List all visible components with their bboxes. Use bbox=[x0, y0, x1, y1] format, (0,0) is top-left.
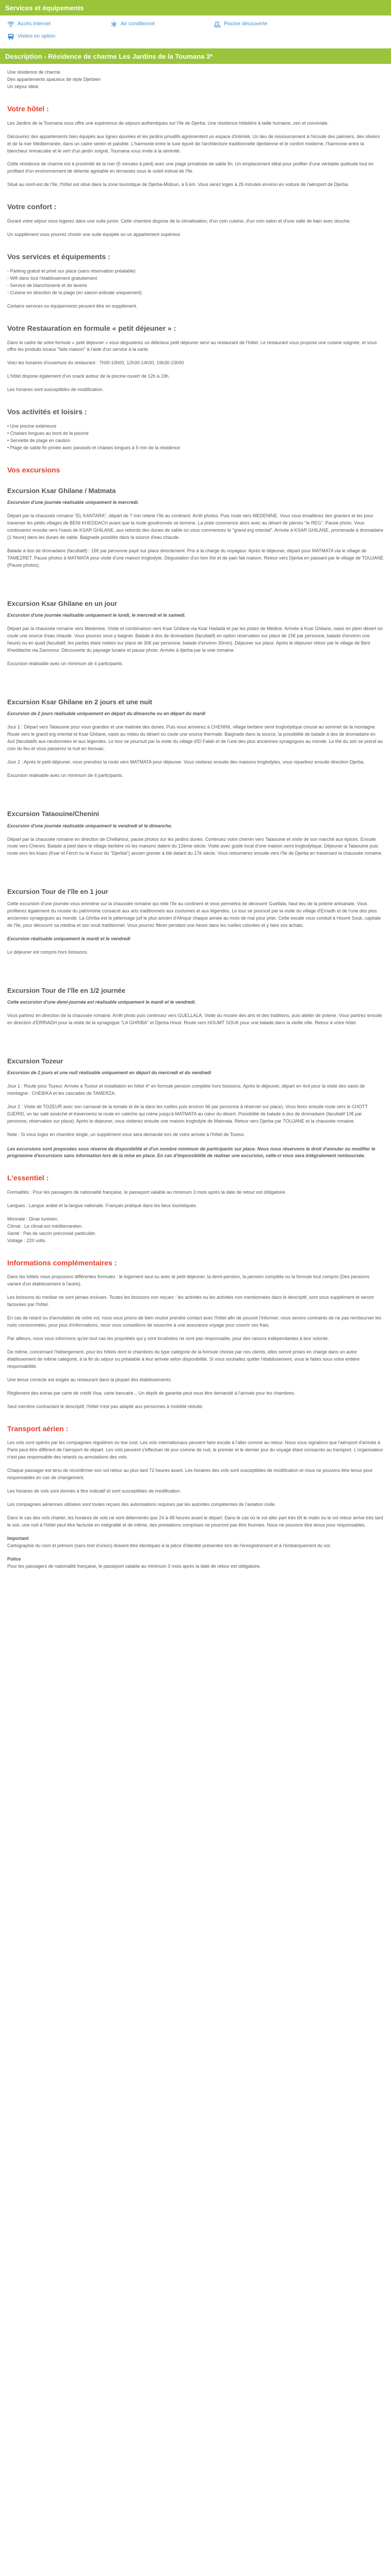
description-title: Description - Résidence de charme Les Jardins de la Toumana 3* bbox=[5, 53, 213, 60]
activities-list bbox=[7, 423, 384, 452]
hotel-p1: Les Jardins de la Toumana vous offre une expérience de séjours authentiques sur l'île de Djerba. Une résidence hôtelière à taille humaine, zen et conviviale. bbox=[7, 120, 329, 126]
description-banner bbox=[0, 48, 391, 64]
bus-icon bbox=[7, 33, 14, 40]
essentiel-p5: Santé : Pas de vaccin préconisé particulier. bbox=[7, 1230, 96, 1236]
intro-line: Une résidence de charme bbox=[7, 70, 61, 75]
excursion-body: Départ par la chaussée romaine en direction de Chellahoui, pause photos sur les jardins dunes. Continuez votre chemin vers Tataouine et visite de son marché aux épices. Ensuite route vers Chenini. Balade à pied dans le village berbère où les maisons datent du 12ème siècle. Visite avec guide local d'une maison semi troglodytique. Déjeuner à Tataouine puis route vers les ksars (Ksar el Ferch ou le Ksour du "Djerbia") ancien grenier à blé datant du 17è siècle. Vous retournerez ensuite vers l'île de Djerba en traversant la chaussée romaine. bbox=[7, 836, 383, 856]
info-p3: En cas de retard ou d'annulation de votre vol, nous vous prions de bien vouloir prendre contact avec l'hôtel afin de pouvoir l'informer, nous serons contraints de ne pas rembourser les nuits consommées, pour plus d'informations, nous vous conseillons de souscrire à une assurance voyage pour couvrir ces frais. bbox=[7, 1315, 382, 1328]
excursion-extra: Le déjeuner est compris hors boissons. bbox=[7, 949, 88, 955]
services-banner bbox=[0, 0, 391, 15]
amenity-label: Air conditionné bbox=[121, 21, 155, 27]
excursion-subtitle: Excursion d'une journée réalisable uniquement le mercredi. bbox=[7, 500, 139, 505]
intro-line: Des appartements spacieux de style Djerbien bbox=[7, 76, 101, 82]
excursion-body2: Excursion réalisable uniquement le mardi et le vendredi bbox=[7, 936, 131, 941]
excursion-note: Les excursions sont proposées sous réserve de disponibilité et d'un nombre minimum de participants sur place. Nous nous réservons le droit d'annuler ou modifier le programme d'excursions sans information lors de la mise en place. En cas d'impossibilité de réaliser une excursion, celle-ci vous sera intégralement remboursée. bbox=[7, 1146, 376, 1159]
comfort-heading: Votre confort : bbox=[7, 202, 57, 211]
excursion-subtitle: Excursion d'une journée réalisable uniquement le vendredi et le dimanche. bbox=[7, 823, 172, 828]
activities-heading: Vos activités et loisirs : bbox=[7, 408, 87, 416]
amenity-internet bbox=[7, 21, 110, 28]
excursion-extra: Excursion réalisable avec un minimum de 4 participants. bbox=[7, 773, 123, 778]
excursion-body: Départ par la chaussée romaine vers Médenine. Visite et combinaison vers Ksar Ghilane via Ksar Hadada et par les pistes de Médine. Arrivée à Ksar Ghilane, oasis en plein désert où coule une source d'eau chaude. Vous pourrez vous y baigner. Balade à dos de dromadaire (facultatif) en option réservation sur place de 15€ par personne, balade d'environ une heure) ou en quad (facultatif, les parties étant notées sur place de 30€ par personne, balade d'environ 30min). Déjeuner sur place. Après le déjeuner retour par le village de Beni Kheddache via Zammour. Découverte du paysage lunaire et pause photo. Arrivée à djerba par la voie romaine. bbox=[7, 626, 383, 653]
excursion-title: Excursion Tataouine/Chenini bbox=[7, 810, 100, 818]
services-title: Services et équipements bbox=[5, 4, 84, 12]
restauration-p1: Dans le cadre de votre formule « petit déjeuner » vous dégusterez un délicieux petit déjeuner servi au restaurant de l'hôtel. Le restaurant vous propose une cuisine soignée, et vous offre les produits locaux "faits maison" à l'aide d'un service à la carte. bbox=[7, 340, 377, 352]
excursion-body: Départ par la chaussée romaine "EL KANTARA", départ de 7 min retenir l'île au continent. Arrêt photos. Puis route vers MEDENINE. Vous vous émaillerez des graviers et les pour traverser les petits villages de BENI KHEDDACH avant que la route goudronnée se termine. La piste commence alors avec au désert de pierres "le REG". Pause photo. Vous continuerez ensuite vers l'oasis de KSAR GHILANE, aux rebords des dunes de sable où vous commencez le "grand erg oriental". Arrivée à KSAR GHILANE, promenade à dromadaire (1 heure) dans les dunes de sable. Baignade possible dans la source d'eau chaude. bbox=[7, 513, 383, 540]
info-p4: Par ailleurs, nous vous informons qu'en tout cas les propriétés qui y sont localisées ne sont pas responsable, pour des raisons indépendantes à leur volonté. bbox=[7, 1336, 329, 1342]
intro-line: Un séjour idéal bbox=[7, 83, 39, 89]
hotel-p4: Situé au nord-est de l'île, l'hôtel est situé dans la zone touristique de Djerba-Midoun, à 5 km. Vous serez logés à 25 minutes environ en voiture de l'aéroport de Djerba. bbox=[7, 182, 349, 188]
excursion-4 bbox=[7, 809, 384, 857]
list-item: - Parking gratuit et privé sur place (sans réservation préalable) bbox=[7, 268, 136, 274]
essentiel-p4: Climat : Le climat est méditerranéen. bbox=[7, 1223, 83, 1229]
services-list bbox=[7, 268, 384, 297]
transport-p3: Les horaires de vols sont donnés à titre indicatif et sont susceptibles de modification. bbox=[7, 1488, 182, 1494]
amenity-label: Accès Internet bbox=[18, 21, 51, 27]
excursion-body2: Balade à dos de dromadaire (facultatif) : 15€ par personne payé sur place directement. Prix à la charge du voyageur. Après le déjeuner, départ pour MATMATA via le village de TAMEZRET. Pause photos à MATMATA pour visite d'une maison troglodyte. Dégustation d'un bon thé et de pain fait maison. Retour vers Djerba en passant par le village de TOUJANE (Pause photos). bbox=[7, 548, 384, 568]
excursion-subtitle: Excursion de 2 jours réalisable uniquement en départ du dimanche ou en départ du mardi bbox=[7, 711, 206, 717]
excursion-title: Excursion Tozeur bbox=[7, 1057, 63, 1065]
excursion-6 bbox=[7, 986, 384, 1027]
excursion-body: Vous partirez en direction de la chaussée romaine. Arrêt photo puis continuez vers GUELLALA. Visite du musée des arts et des traditions, puis atelier de poterie. Vous partirez ensuite en direction d'ERRIADH pour la visite de la synagogue "LA GHRIBA" et Djerba Hood. Route vers HOUMT SOUK pour une balade dans la vieille ville. Retour à votre hôtel. bbox=[7, 1013, 382, 1025]
info-p1: Dans les hôtels nous proposons différentes formules : le logement seul ou avec le petit déjeuner, la demi-pension, la pension complète ou la formule tout compris (Des pensions variant d'un établissement à l'autre). bbox=[7, 1274, 370, 1287]
excursion-body: Jour 1 : Départ vers Tataouine pour vous grandes et une matinée des dunes. Puis vous arriverez à CHENINI, village berbère semi troglodytique creusé au sommet de la montagne. Route vers le grand erg oriental et Ksar Ghilane, oasis au milieu du désert où coule une source thermale. Baignade dans la source, la possibilité de balade à dos de dromadaire en 4x4 (facultatifs aux randonnées et aux légendes. Le tour se poursuit par la visite du village d'El Falah et de l'une des plus anciennes synagogues au monde. Le thé du soir se prend au coin du feu et vous passerez la nuit en bivouac. bbox=[7, 724, 383, 752]
excursion-title: Excursion Ksar Ghilane / Matmata bbox=[7, 486, 116, 495]
excursion-title: Excursion Ksar Ghilane en un jour bbox=[7, 599, 118, 607]
pool-icon bbox=[214, 21, 221, 28]
excursion-title: Excursion Tour de l'île en 1 jour bbox=[7, 888, 108, 896]
list-item: • Serviette de plage en caution bbox=[7, 437, 71, 443]
essentiel-p3: Monnaie : Dinar tunisien. bbox=[7, 1216, 59, 1222]
amenity-label: Piscine découverte bbox=[224, 21, 268, 27]
list-item: • Chaises longues au bord de la piscine bbox=[7, 431, 89, 436]
amenity-label: Visites en option bbox=[18, 33, 56, 40]
excursion-2 bbox=[7, 599, 384, 668]
excursion-subtitle: Cette excursion d'une demi-journée est réalisable uniquement le mardi et le vendredi. bbox=[7, 999, 196, 1005]
transport-important: Important bbox=[7, 1535, 29, 1541]
excursion-7 bbox=[7, 1057, 384, 1139]
hotel-p3: Cette résidence de charme est à proximité de la mer (5 minutes à pied) avec une plage privatisée de sable fin. Un emplacement idéal pour profiter d'une véritable quiétude tout en profitant d'un environnement de détente agréable en terrasses sous le soleil estival de l'île. bbox=[7, 161, 374, 174]
informations-heading: Informations complémentaires : bbox=[7, 1258, 117, 1267]
list-item: • Une piscine extérieure bbox=[7, 423, 57, 429]
excursion-subtitle: Excursion de 2 jours et une nuit réalisable uniquement en départ du mercredi et du vendredi bbox=[7, 1070, 211, 1076]
snowflake-icon bbox=[110, 21, 118, 28]
comfort-p1: Durant votre séjour vous logerez dans une suite junior. Cette chambre dispose de la climatisation, d'un coin cuisine, d'un coin salon et d'une salle de bain avec douche. bbox=[7, 218, 351, 224]
hotel-p2: Découvrez des appartements bien équipés aux lignes épurées et les jardins privatifs agrémentent un espace d'intimité. Un lieu de ressourcement à l'écoute des palmiers, des oliviers et de la mer Méditerranée, dans un cadre serein et paisible. L'harmonie entre le luxe épuré de l'architecture traditionnelle djerbienne et le confort moderne, l'harmonie entre la blancheur immaculée et le vert d'un jardin soigné, Toumana vous invite à la sérénité. bbox=[7, 133, 380, 154]
services-section-heading: Vos services et équipements : bbox=[7, 252, 110, 261]
info-p8: Seul membre contractant le descriptif, l'hôtel n'est pas adapté aux personnes à mobilité réduite. bbox=[7, 1403, 204, 1409]
restauration-heading: Votre Restauration en formule « petit déjeuner » : bbox=[7, 324, 176, 332]
excursion-5 bbox=[7, 887, 384, 956]
excursion-1 bbox=[7, 486, 384, 569]
excursion-title: Excursion Tour de l'île en 1/2 journée bbox=[7, 986, 125, 994]
essentiel-p1: Formalités : Pour les passagers de nationalité française, le passeport valable au minimum 3 mois après la date de retour est obligatoire. bbox=[7, 1189, 287, 1195]
list-item: • Plage de sable fin privée avec parasols et chaises longues à 5 min de la résidence bbox=[7, 445, 180, 450]
transport-p5: Dans le cas des vols charter, les horaires de vols ne sont déterminés que 24 à 48 heures avant le départ. Dans le cas où le vol aller part très tôt le matin ou le vol retour arrive très tard le soir, une nuit à l'hôtel peut être facturée en intégralité et de même, des prestations comprises ne pourront pas être fournies. Nous ne pouvons être tenus pour responsables. bbox=[7, 1515, 383, 1528]
amenities-list bbox=[0, 15, 391, 43]
excursion-3 bbox=[7, 698, 384, 779]
list-item: - Wifi dans tout l'établissement gratuitement bbox=[7, 275, 97, 281]
essentiel-p2: Langues : Langue arabe et la langue nationale. Français pratiqué dans les lieux touristiques. bbox=[7, 1202, 198, 1208]
transport-p4: Les compagnies aériennes utilisées sont toutes reçues des autorisations requises par les autorités compétentes de l'aviation civile. bbox=[7, 1502, 276, 1507]
excursion-subtitle: Excursion d'une journée réalisable uniquement le lundi, le mercredi et le samedi. bbox=[7, 613, 186, 618]
excursion-body2: Excursion réalisable avec un minimum de 4 participants. bbox=[7, 661, 123, 666]
main-content bbox=[0, 64, 391, 1582]
transport-p2: Chaque passager est tenu de reconfirmer son vol retour au plus tard 72 heures avant. Les horaires des vols sont susceptibles de modification et nous ne pouvons être tenus pour responsables en cas de changement. bbox=[7, 1468, 373, 1481]
info-p6: Une tenue correcte est exigée au restaurant dans la plupart des établissements. bbox=[7, 1377, 172, 1382]
wifi-icon bbox=[7, 21, 14, 28]
excursion-title: Excursion Ksar Ghilane en 2 jours et une nuit bbox=[7, 698, 153, 706]
excursion-body: Jour 1 : Route pour Tozeur. Arrivée à Tozeur et installation en hôtel 4* en formule pension complète hors boissons. Après le déjeuner, départ en 4x4 pour la visite des oasis de montagne : CHEBIKA et les cascades de TAMERZA. bbox=[7, 1083, 365, 1096]
info-p7: Règlement des extras par carte de crédit Visa, carte bancaire... Un dépôt de garantie peut vous être demandé à l'arrivée pour les chambres. bbox=[7, 1390, 296, 1396]
services-note: Certains services ou équipements peuvent être en supplément. bbox=[7, 303, 138, 309]
list-item: - Service de blanchisserie et de laverie bbox=[7, 282, 87, 288]
restauration-p4: Les horaires sont susceptibles de modification. bbox=[7, 387, 104, 393]
amenity-pool bbox=[214, 21, 317, 28]
excursion-body2: Jour 2 : Visite de TOZEUR avec son carnaval de la tomate et de la dans les ruelles puis environ 96 par personne à réserver sur place). Vous ferez ensuite route vers le CHOTT DJERID, un lac salé asséché et traverserez la route en calèche qui mène jusqu'à MATMATA au cœur du désert. Possibilité de balade à dos de dromadaire (facultatif 10€ par personne, réservation sur place). Après le déjeuner, vous visiterez ensuite une maison troglodyte de Matmata. Retour vers Djerba par TOUJANE et la chaussée romaine. bbox=[7, 1104, 368, 1124]
transport-police: Police bbox=[7, 1556, 21, 1562]
info-p5: De même, concernant l'hébergement, pour les hôtels dont le chambres du type catégorie de la formule choisie par nos clients, elles seront prises en charge dans un autre établissement de même catégorie, à la fin du séjour ou préalable à leur arrivée selon disponibilité. Si vous souhaitez quitter l'établissement, vous le faites sous votre entière responsabilité. bbox=[7, 1349, 360, 1369]
transport-heading: Transport aérien : bbox=[7, 1424, 69, 1433]
excursion-extra: Note : Si vous logez en chambre single, un supplément vous sera demandé lors de votre arrivée à l'hôtel de Tozeur. bbox=[7, 1132, 245, 1138]
amenity-visits bbox=[7, 33, 110, 40]
excursions-heading: Vos excursions bbox=[7, 465, 60, 474]
transport-p9: Pour les passagers de nationalité française, le passeport valable au minimum 3 mois après la date de retour est obligatoire. bbox=[7, 1563, 261, 1569]
excursion-body2: Jour 2 : Après le petit déjeuner, vous prendrez la route vers MATMATA pour déjeuner. Vous visiterez ensuite des maisons troglodytes, vous repartirez ensuite direction Djerba. bbox=[7, 759, 365, 765]
essentiel-heading: L'essentiel : bbox=[7, 1173, 49, 1182]
excursion-body: Cette excursion d'une journée vous emmène sur la chaussée romaine qui relie l'île au continent et vous permettra de découvrir Guellala, haut lieu de la poterie artisanale. Vous profiterez également du musée du patrimoine consacré aux arts traditionnels aux coutumes et aux légendes. Le tour se poursuit par la visite du village d'Erriadh et de l'une des plus anciennes synagogues au monde. La Ghriba est le pèlerinage juif le plus ancien d'Afrique chaque année au mois de mai pour prier. Cette escale vous conduit à Houmt Souk, capitale de l'île, pour découvrir sa médina et son souk traditionnel. Vous pourrez flâner pendant une heure dans les ruelles colorées et y faire vos achats. bbox=[7, 901, 381, 928]
essentiel-list bbox=[7, 1216, 384, 1245]
info-p2: Les boissons du minibar ne sont jamais incluses. Toutes les boissons non reçues : les activités ou les activités non mentionnées dans le descriptif, sont sous supplément et seront facturées par l'hôtel. bbox=[7, 1295, 374, 1308]
transport-p1: Les vols sont opérés par les compagnies régulières ou low cost. Les vols internationaux peuvent faire escale à l'aller comme au retour. Nous vous signalons que l'aéroport d'arrivée à Paris peut être différent de l'aéroport de départ. Les vols peuvent s'effectuer de jour comme de nuit, le premier et le dernier jour du voyage étant consacrés au transport. L'organisateur n'est pas responsable des retards ou annulations des vols. bbox=[7, 1440, 383, 1460]
restauration-p2: Voici les horaires d'ouverture du restaurant : 7h00-10h00, 12h30-14h30, 19h30-23h00 bbox=[7, 360, 184, 366]
hotel-heading: Votre hôtel : bbox=[7, 104, 49, 113]
restauration-p3: L'hôtel dispose également d'un snack autour de la piscine ouvert de 12h à 19h. bbox=[7, 374, 170, 379]
comfort-p2: Un supplément vous pourrez choisir une suite équipée ou un appartement supérieur. bbox=[7, 232, 182, 238]
transport-p7: Cartographie du nom et prénom (sans tiret d'union) doivent être identiques à la pièce d'identité présentée lors de l'enregistrement et à l'embarquement du vol. bbox=[7, 1543, 331, 1548]
intro bbox=[7, 69, 384, 91]
list-item: - Cuisine en direction de la plage (en saison estivale uniquement) bbox=[7, 290, 142, 295]
amenity-aircon bbox=[110, 21, 214, 28]
essentiel-p6: Voltage : 220 volts. bbox=[7, 1238, 47, 1243]
